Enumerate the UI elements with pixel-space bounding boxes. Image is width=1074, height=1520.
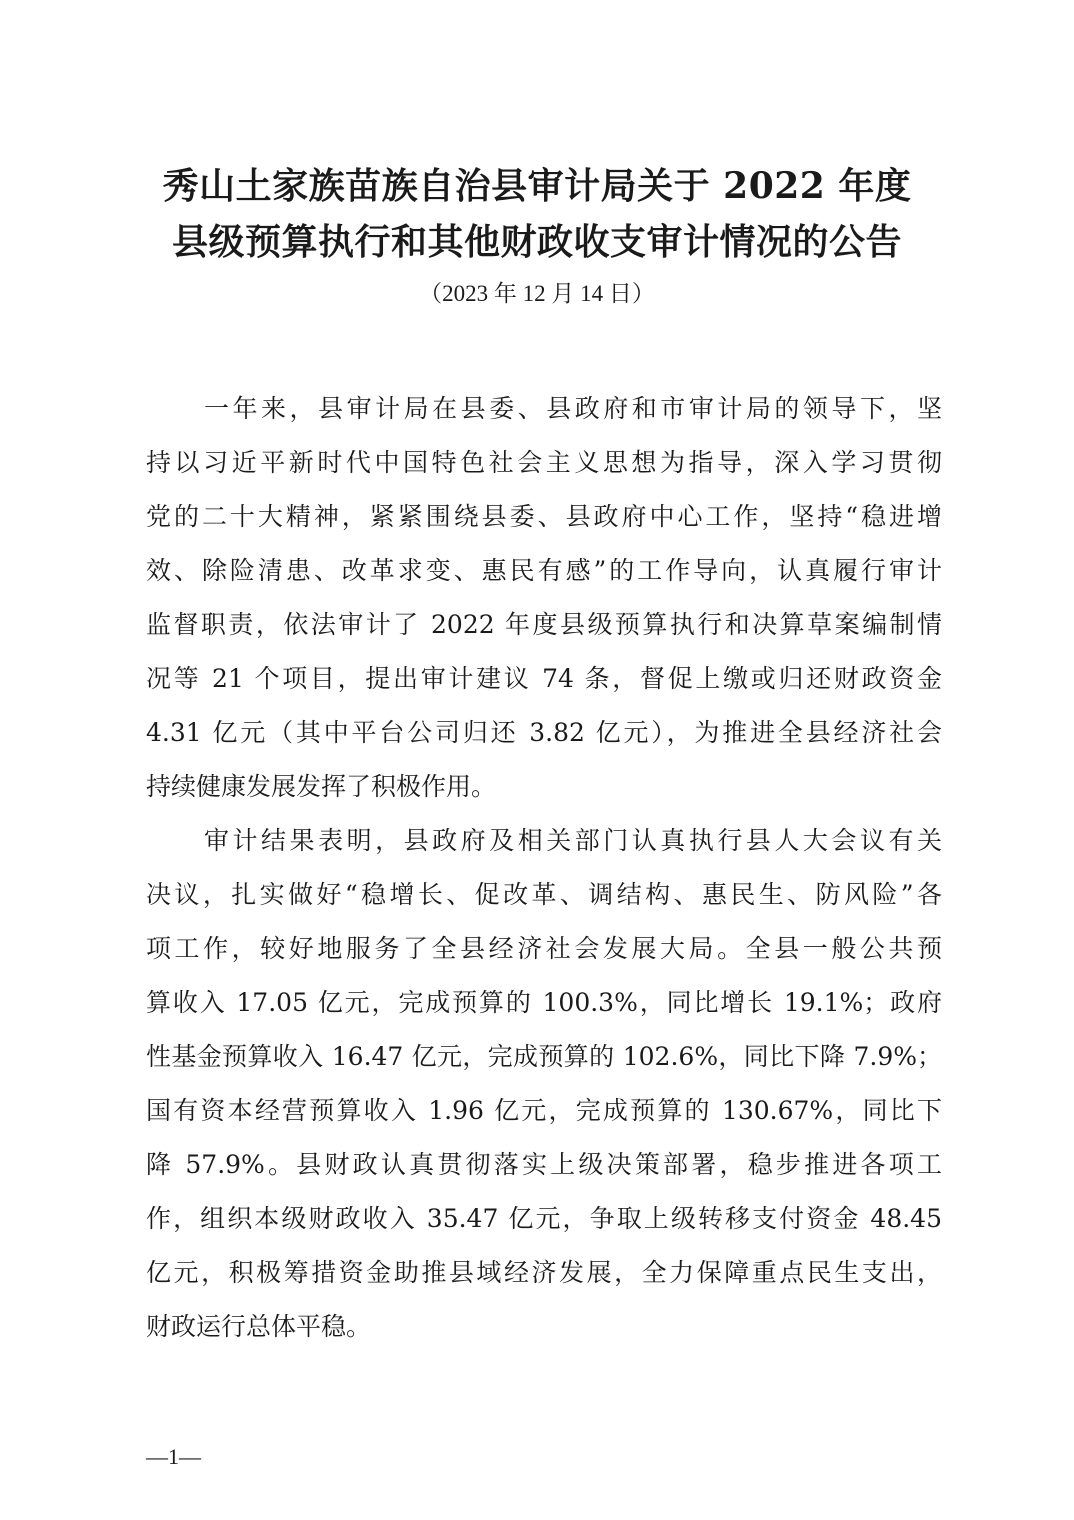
paragraph-1-line: 效、除险清患、改革求变、惠民有感”的工作导向，认真履行审计 xyxy=(146,556,942,585)
paragraph-1-line: 4.31 亿元（其中平台公司归还 3.82 亿元），为推进全县经济社会 xyxy=(146,718,942,747)
paragraph-1-line: 一年来，县审计局在县委、县政府和市审计局的领导下，坚 xyxy=(204,394,942,423)
paragraph-1-line: 党的二十大精神，紧紧围绕县委、县政府中心工作，坚持“稳进增 xyxy=(146,502,942,531)
paragraph-2-line: 亿元，积极筹措资金助推县域经济发展，全力保障重点民生支出， xyxy=(146,1258,942,1287)
publication-date: （2023 年 12 月 14 日） xyxy=(419,281,655,306)
paragraph-2-line: 算收入 17.05 亿元，完成预算的 100.3%，同比增长 19.1%；政府 xyxy=(146,988,942,1017)
paragraph-2-line: 财政运行总体平稳。 xyxy=(146,1312,372,1341)
paragraph-2-line: 国有资本经营预算收入 1.96 亿元，完成预算的 130.67%，同比下 xyxy=(146,1096,942,1125)
document-title-line-1: 秀山土家族苗族自治县审计局关于 2022 年度 xyxy=(162,165,912,207)
paragraph-2-line: 降 57.9%。县财政认真贯彻落实上级决策部署，稳步推进各项工 xyxy=(146,1150,942,1179)
paragraph-2-line: 决议，扎实做好“稳增长、促改革、调结构、惠民生、防风险”各 xyxy=(146,880,942,909)
paragraph-1-line: 况等 21 个项目，提出审计建议 74 条，督促上缴或归还财政资金 xyxy=(146,664,942,693)
page-number: —1— xyxy=(146,1444,201,1469)
document-title-line-2: 县级预算执行和其他财政收支审计情况的公告 xyxy=(171,221,902,263)
paragraph-1-line: 持续健康发展发挥了积极作用。 xyxy=(146,772,497,801)
paragraph-1-line: 持以习近平新时代中国特色社会主义思想为指导，深入学习贯彻 xyxy=(146,448,942,477)
paragraph-1-line: 监督职责，依法审计了 2022 年度县级预算执行和决算草案编制情 xyxy=(146,610,942,639)
paragraph-2-line: 项工作，较好地服务了全县经济社会发展大局。全县一般公共预 xyxy=(146,934,942,963)
paragraph-2-line: 审计结果表明，县政府及相关部门认真执行县人大会议有关 xyxy=(204,826,942,855)
paragraph-2-line: 性基金预算收入 16.47 亿元，完成预算的 102.6%，同比下降 7.9%； xyxy=(146,1042,942,1071)
paragraph-2-line: 作，组织本级财政收入 35.47 亿元，争取上级转移支付资金 48.45 xyxy=(146,1204,942,1233)
